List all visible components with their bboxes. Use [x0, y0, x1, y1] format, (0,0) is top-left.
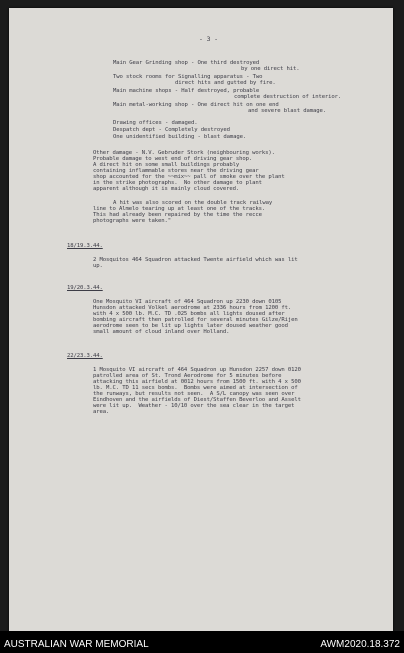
entry-date: 22/23.3.44. [67, 353, 103, 359]
entry-line: Hunsdon attacked Volkel aerodrome at 2336 hours from 1200 ft. [93, 305, 292, 311]
damage-line: direct hits and gutted by fire. [175, 80, 276, 86]
other-damage-line: Probable damage to west end of driving gear shop. [93, 156, 253, 162]
railway-line: This had already been repaired by the time the recce [93, 212, 262, 218]
entry-line: with 4 x 500 lb. M.C. TD .025 bombs all lights doused after [93, 311, 285, 317]
document-page [9, 8, 393, 631]
entry-line: attacking this airfield at 0012 hours from 1500 ft. with 4 x 500 [93, 379, 301, 385]
other-damage-line: in the strike photographs. No other damage to plant [93, 180, 262, 186]
railway-line: line to Almelo tearing up at least one of the tracks. [93, 206, 266, 212]
entry-line: Eindhoven and the airfields of Diest/Staffen Beverloo and Asselt [93, 397, 301, 403]
entry-line: patrolled area of St. Trond Aerodrome for 5 minutes before [93, 373, 282, 379]
other-damage-line: containing inflammable stores near the driving gear [93, 168, 259, 174]
accession-number: AWM2020.18.372 [320, 639, 400, 650]
damage-line: Despatch dept - Completely destroyed [113, 127, 230, 133]
railway-line: A hit was also scored on the double track railway [113, 200, 273, 206]
damage-line: Main machine shops - Half destroyed, probable [113, 88, 260, 94]
entry-line: up. [93, 263, 103, 269]
archive-name: AUSTRALIAN WAR MEMORIAL [4, 639, 149, 650]
entry-line: One Mosquito VI aircraft of 464 Squadron up 2230 down 0105 [93, 299, 282, 305]
typed-text-body [9, 8, 393, 631]
entry-date: 19/20.3.44. [67, 285, 103, 291]
entry-line: bombing aircraft then patrolled for several minutes Gilze/Rijen [93, 317, 298, 323]
entry-line: 1 Mosquito VI aircraft of 464 Squadron up Hunsdon 2257 down 0120 [93, 367, 301, 373]
other-damage-line: shop accounted for the ~~mix~~ pall of smoke over the plant [93, 174, 285, 180]
damage-line: complete destruction of interior. [234, 94, 342, 100]
entry-line: area. [93, 409, 110, 415]
entry-line: aerodrome seen to be lit up lights later doused weather good [93, 323, 288, 329]
entry-line: lb. M.C. TD 11 secs bombs. Bombs were aimed at intersection of [93, 385, 298, 391]
damage-line: Main metal-working shop - One direct hit on one end [113, 102, 279, 108]
other-damage-line: Other damage - N.V. Gebruder Stork (neighbouring works). [93, 150, 275, 156]
page-number: - 3 - [199, 35, 218, 43]
damage-line: by one direct hit. [241, 66, 300, 72]
damage-line: Two stock rooms for Signalling apparatus - Two [113, 74, 263, 80]
entry-line: 2 Mosquitos 464 Squadron attacked Twente airfield which was lit [93, 257, 298, 263]
damage-line: One unidentified building - blast damage. [113, 134, 247, 140]
archive-footer [0, 631, 404, 653]
damage-line: Drawing offices - damaged. [113, 120, 198, 126]
damage-line: Main Gear Grinding shop - One third destroyed [113, 60, 260, 66]
railway-line: photographs were taken." [93, 218, 171, 224]
entry-line: the runways, but results not seen. A S/L canopy was seen over [93, 391, 295, 397]
entry-date: 18/19.3.44. [67, 243, 103, 249]
damage-line: and severe blast damage. [248, 108, 326, 114]
entry-line: were lit up. Weather - 10/10 over the sea clear in the target [93, 403, 295, 409]
other-damage-line: A direct hit on some small buildings probably [93, 162, 240, 168]
entry-line: small amount of cloud inland over Holland. [93, 329, 230, 335]
other-damage-line: apparent although it is mainly cloud covered. [93, 186, 240, 192]
